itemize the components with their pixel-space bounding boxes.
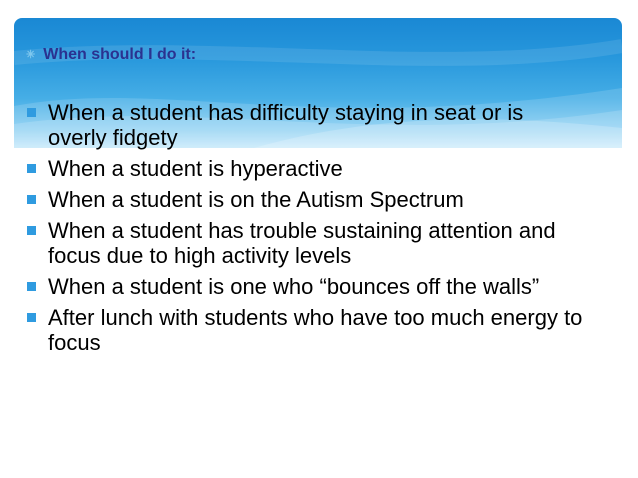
list-item-text: When a student is one who “bounces off the walls”: [48, 274, 540, 299]
square-bullet-icon: [27, 195, 36, 204]
square-bullet-icon: [27, 313, 36, 322]
list-item: [26, 274, 586, 299]
snowflake-icon: ✳: [26, 48, 36, 61]
list-item-text: When a student has difficulty staying in seat or is overly fidgety: [48, 100, 524, 150]
bullet-list: [26, 100, 586, 361]
list-item: [26, 100, 586, 150]
list-item: [26, 156, 586, 181]
square-bullet-icon: [27, 282, 36, 291]
list-item-text: After lunch with students who have too much energy to focus: [48, 305, 583, 355]
list-item-text: When a student has trouble sustaining attention and focus due to high activity levels: [48, 218, 556, 268]
slide-heading: [26, 46, 196, 64]
list-item: [26, 305, 586, 355]
square-bullet-icon: [27, 164, 36, 173]
list-item: [26, 187, 586, 212]
square-bullet-icon: [27, 226, 36, 235]
square-bullet-icon: [27, 108, 36, 117]
list-item-text: When a student is hyperactive: [48, 156, 343, 181]
heading-text: When should I do it:: [43, 46, 197, 63]
list-item: [26, 218, 586, 268]
list-item-text: When a student is on the Autism Spectrum: [48, 187, 464, 212]
